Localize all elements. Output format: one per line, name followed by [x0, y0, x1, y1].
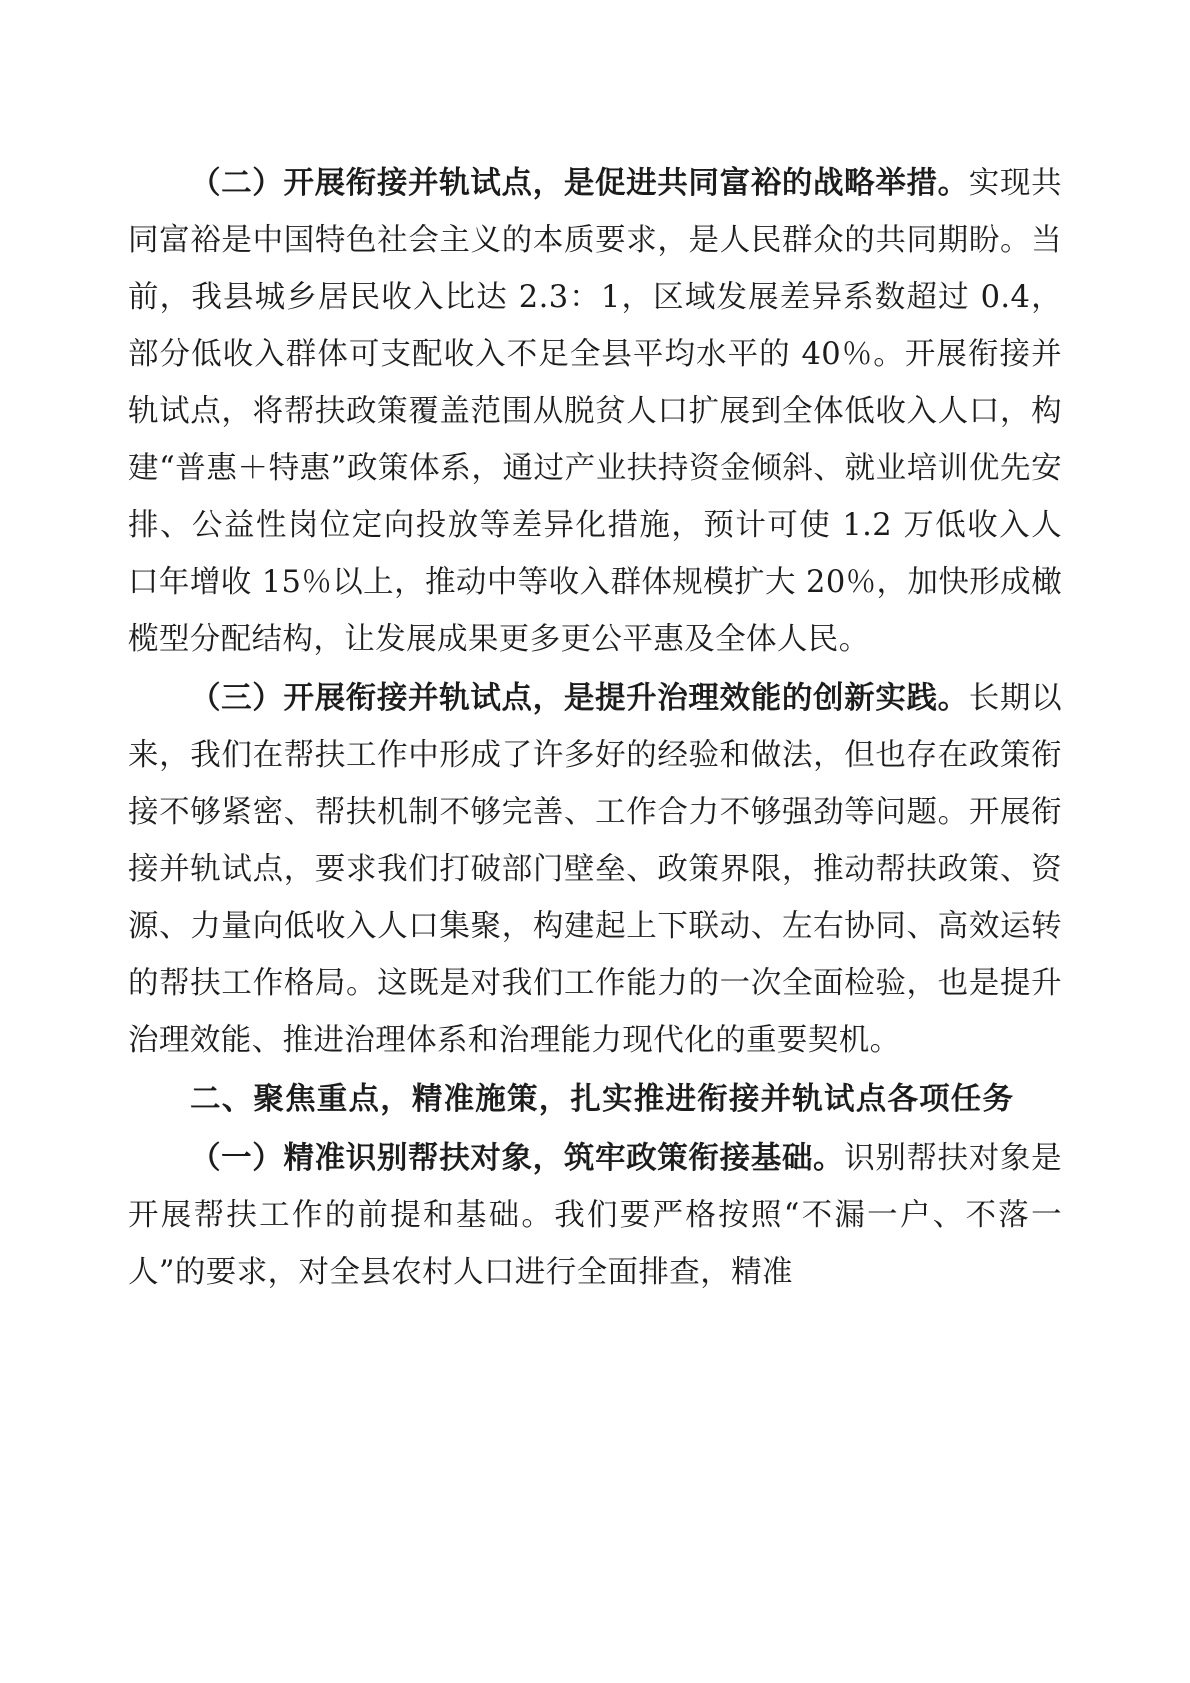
paragraph-text: 长期以来，我们在帮扶工作中形成了许多好的经验和做法，但也存在政策衔接不够紧密、帮扶机制不够完善、工作合力不够强劲等问题。开展衔接并轨试点，要求我们打破部门壁垒、政策界限，推动帮扶政策、资源、力量向低收入人口集聚，构建起上下联动、左右协同、高效运转的帮扶工作格局。这既是对我们工作能力的一次全面检验，也是提升治理效能、推进治理体系和治理能力现代化的重要契机。	[128, 681, 1063, 1058]
paragraph-lead: （二）开展衔接并轨试点，是促进共同富裕的战略举措。	[190, 165, 969, 201]
paragraph-section-one-item-two	[128, 155, 1062, 668]
document-body	[128, 155, 1062, 1301]
paragraph-section-two-item-one	[128, 1130, 1062, 1301]
paragraph-lead: （三）开展衔接并轨试点，是提升治理效能的创新实践。	[190, 680, 969, 716]
paragraph-text: 实现共同富裕是中国特色社会主义的本质要求，是人民群众的共同期盼。当前，我县城乡居民收入比达 2.3：1，区域发展差异系数超过 0.4，部分低收入群体可支配收入不足全县平均水平的 40％。开展衔接并轨试点，将帮扶政策覆盖范围从脱贫人口扩展到全体低收入人口，构建“普惠＋特惠”政策体系，通过产业扶持资金倾斜、就业培训优先安排、公益性岗位定向投放等差异化措施，预计可使 1.2 万低收入人口年增收 15％以上，推动中等收入群体规模扩大 20％，加快形成橄榄型分配结构，让发展成果更多更公平惠及全体人民。	[128, 166, 1063, 657]
paragraph-section-one-item-three	[128, 670, 1062, 1069]
section-heading-label: 二、聚焦重点，精准施策，扎实推进衔接并轨试点各项任务	[190, 1081, 1015, 1117]
section-heading-two	[128, 1071, 1062, 1128]
paragraph-text: 识别帮扶对象是开展帮扶工作的前提和基础。我们要严格按照“不漏一户、不落一人”的要求，对全县农村人口进行全面排查，精准	[128, 1141, 1062, 1290]
paragraph-lead: （一）精准识别帮扶对象，筑牢政策衔接基础。	[190, 1140, 845, 1176]
